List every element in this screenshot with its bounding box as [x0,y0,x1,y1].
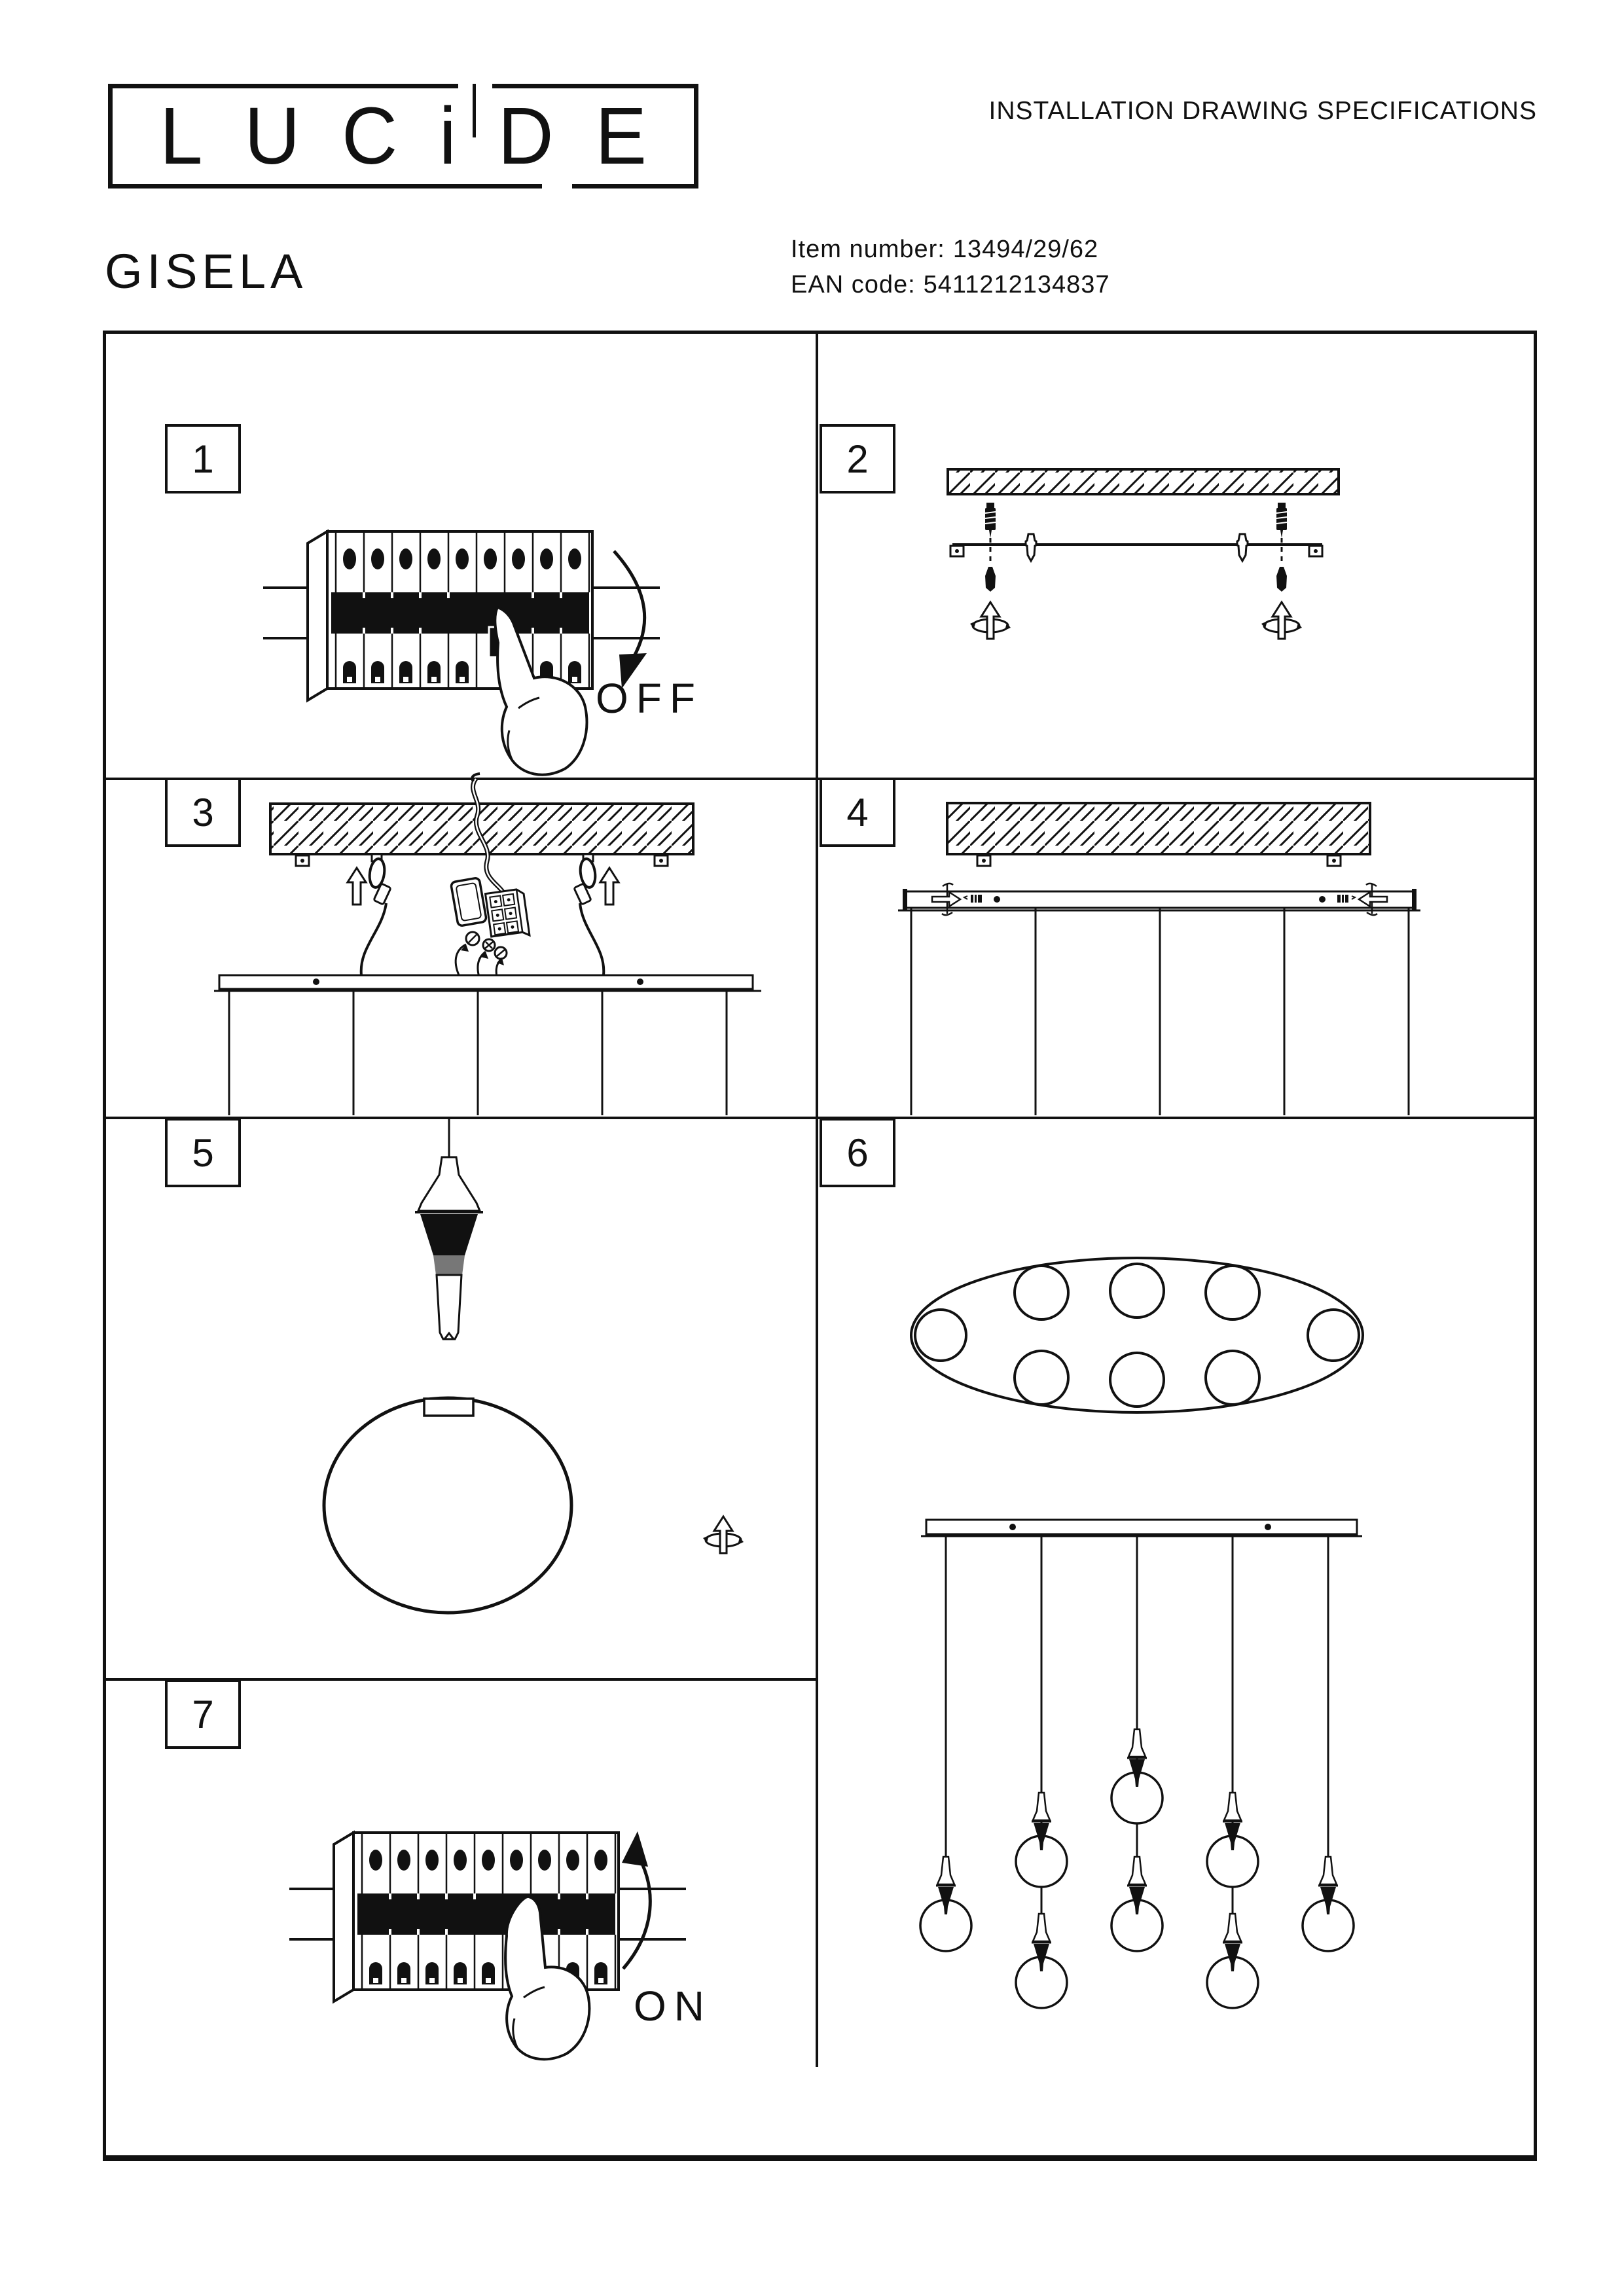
item-number-value: 13494/29/62 [952,236,1099,263]
panel6-overview-drawing [911,1258,1363,2008]
canopy-bar [921,1520,1362,1536]
safety-hook-left [361,854,391,975]
terminal-block-icon [486,889,530,941]
wall-plug-dark-left [985,567,996,592]
brand-letter: D [497,90,554,182]
panel5-globe-drawing [324,1118,744,1613]
rail-end-bracket-left [950,546,964,556]
document-title: INSTALLATION DRAWING SPECIFICATIONS [988,97,1537,125]
panel4-canopy-drawing [898,803,1420,1115]
caption-on: ON [634,1982,712,2030]
ceiling-bracket-right [655,855,668,866]
pendant-wires [911,908,1409,1115]
screw-right-icon [1276,503,1287,592]
panel1-breaker-off-drawing [263,531,660,775]
screw-rotate-icon-left [970,602,1011,639]
brand-letter: i [439,90,456,182]
caption-off: OFF [596,675,703,722]
brand-letter: U [244,90,300,182]
step-number-2: 2 [846,437,869,481]
anchor-right-icon [1237,534,1248,561]
rail-end-bracket-right [1309,546,1322,556]
ean-code-value: 5411212134837 [923,271,1110,298]
screw-left-icon [985,503,996,592]
ceiling-hatch-bar [270,804,693,854]
suspension-plate [214,975,761,991]
screw-rotate-icon-right [1261,602,1302,639]
step-number-7: 7 [192,1692,214,1736]
item-number-label: Item number: [791,236,945,263]
panel2-mounting-drawing [948,469,1339,639]
step-number-4: 4 [846,790,869,834]
step-number-3: 3 [192,790,214,834]
ceiling-bracket-left [296,855,309,866]
step-number-1: 1 [192,437,214,481]
brand-letter: L [160,90,203,182]
brand-letter: C [341,90,398,182]
step-number-5: 5 [192,1130,214,1175]
wall-plug-dark-right [1276,567,1287,592]
ean-code-label: EAN code: [791,271,916,298]
product-name: GISELA [105,244,308,298]
lift-arrow-left [348,868,366,905]
socket-cone-icon [415,1157,483,1339]
safety-hook-right [574,854,604,975]
brand-letter: E [595,90,647,182]
ceiling-bracket-right [1327,855,1341,866]
pendant-wires [229,989,727,1115]
fixture-front-view [920,1520,1362,2008]
on-arrow-icon [622,1831,650,1969]
off-arrow-icon [614,551,647,689]
glass-globe-icon [324,1398,571,1613]
fixture-top-view [911,1258,1363,1412]
panel7-breaker-on-drawing [289,1831,686,2059]
circuit-breaker-icon [263,531,660,700]
connector-cover-icon [450,878,486,927]
lift-arrow-right [600,868,619,905]
ceiling-hatch-bar [947,803,1370,854]
panel3-wiring-drawing [214,774,761,1115]
step-number-6: 6 [846,1130,869,1175]
screw-globe-rotate-icon [703,1516,744,1553]
ceiling-hatch-bar [948,469,1339,494]
anchor-left-icon [1026,534,1036,561]
ceiling-bracket-left [977,855,990,866]
